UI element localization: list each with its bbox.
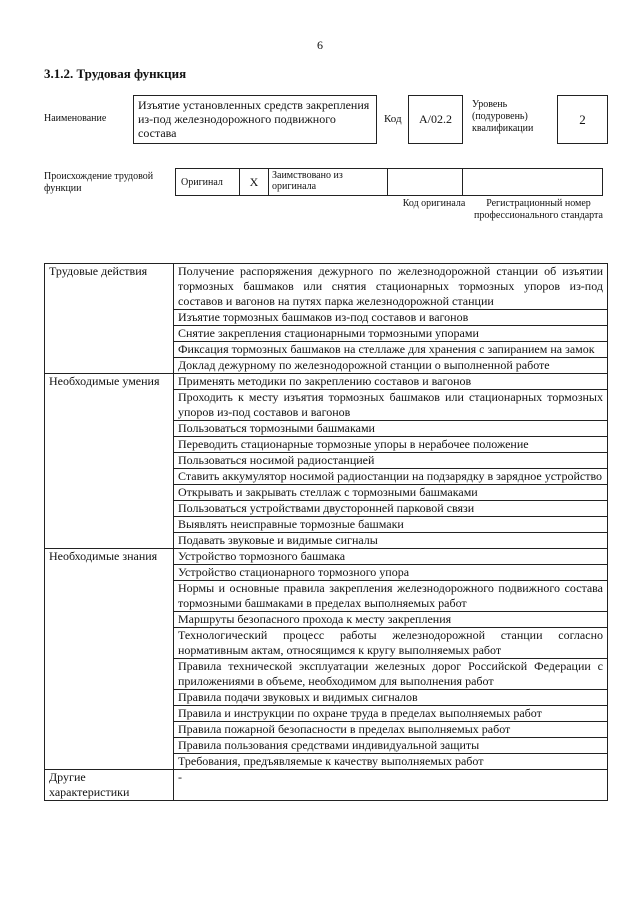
level-label: Уровень (подуровень) квалификации [472,99,534,134]
item-cell: Правила и инструкции по охране труда в пределах выполняемых работ [174,706,608,722]
origin-label: Происхождение трудовой функции [44,171,154,194]
borrowed-cell: Заимствовано из оригинала [268,168,388,196]
item-cell: Ставить аккумулятор носимой радиостанции на подзарядку в зарядное устройство [174,469,608,485]
page-number: 6 [317,38,323,52]
item-cell: Переводить стационарные тормозные упоры в нерабочее положение [174,437,608,453]
item-cell: Пользоваться тормозными башмаками [174,421,608,437]
function-details-table [44,263,608,801]
item-cell: Выявлять неисправные тормозные башмаки [174,517,608,533]
code-box: А/02.2 [408,95,463,144]
item-cell: Правила подачи звуковых и видимых сигналов [174,690,608,706]
code-label: Код [384,113,402,125]
item-cell: Правила пользования средствами индивидуальной защиты [174,738,608,754]
item-cell: Открывать и закрывать стеллаж с тормозными башмаками [174,485,608,501]
level-box: 2 [557,95,608,144]
section-title: 3.1.2. Трудовая функция [44,66,187,81]
table-row [45,549,608,565]
original-cell: Оригинал [175,168,240,196]
item-cell: Фиксация тормозных башмаков на стеллаже для хранения с запиранием на замок [174,342,608,358]
item-cell: Пользоваться устройствами двусторонней парковой связи [174,501,608,517]
item-cell: - [174,770,608,801]
item-cell: Получение распоряжения дежурного по железнодорожной станции об изъятии тормозных башмаков или снятия стационарных тормозных упоров из-под составов и вагонов на путях парка железнодорожной станции [174,264,608,310]
section-label: Другие характеристики [45,770,174,801]
section-label: Необходимые знания [45,549,174,770]
table-row [45,264,608,310]
origin-row [176,168,606,196]
item-cell: Подавать звуковые и видимые сигналы [174,533,608,549]
item-cell: Требования, предъявляемые к качеству выполняемых работ [174,754,608,770]
reg-number-cell [462,168,603,196]
item-cell: Изъятие тормозных башмаков из-под составов и вагонов [174,310,608,326]
item-cell: Применять методики по закреплению составов и вагонов [174,374,608,390]
item-cell: Маршруты безопасного прохода к месту закрепления [174,612,608,628]
item-cell: Технологический процесс работы железнодорожной станции согласно нормативным актам, относящимся к кругу выполняемых работ [174,628,608,659]
original-mark-cell: X [239,168,269,196]
table-row [45,374,608,390]
code-original-label: Код оригинала [402,198,466,209]
item-cell: Проходить к месту изъятия тормозных башмаков или стационарных тормозных упоров из-под составов и вагонов [174,390,608,421]
name-label: Наименование [44,113,107,124]
section-label: Трудовые действия [45,264,174,374]
section-label: Необходимые умения [45,374,174,549]
function-name-box: Изъятие установленных средств закрепления из-под железнодорожного подвижного состава [133,95,377,144]
item-cell: Устройство тормозного башмака [174,549,608,565]
item-cell: Устройство стационарного тормозного упора [174,565,608,581]
item-cell: Правила технической эксплуатации железных дорог Российской Федерации с приложениями в объеме, необходимом для выполнения работ [174,659,608,690]
item-cell: Снятие закрепления стационарными тормозными упорами [174,326,608,342]
item-cell: Правила пожарной безопасности в пределах выполняемых работ [174,722,608,738]
item-cell: Нормы и основные правила закрепления железнодорожного подвижного состава тормозными башмаками в пределах выполняемых работ [174,581,608,612]
code-original-cell [387,168,463,196]
item-cell: Доклад дежурному по железнодорожной станции о выполненной работе [174,358,608,374]
table-row [45,770,608,801]
item-cell: Пользоваться носимой радиостанцией [174,453,608,469]
reg-number-label: Регистрационный номер профессионального стандарта [474,198,603,221]
